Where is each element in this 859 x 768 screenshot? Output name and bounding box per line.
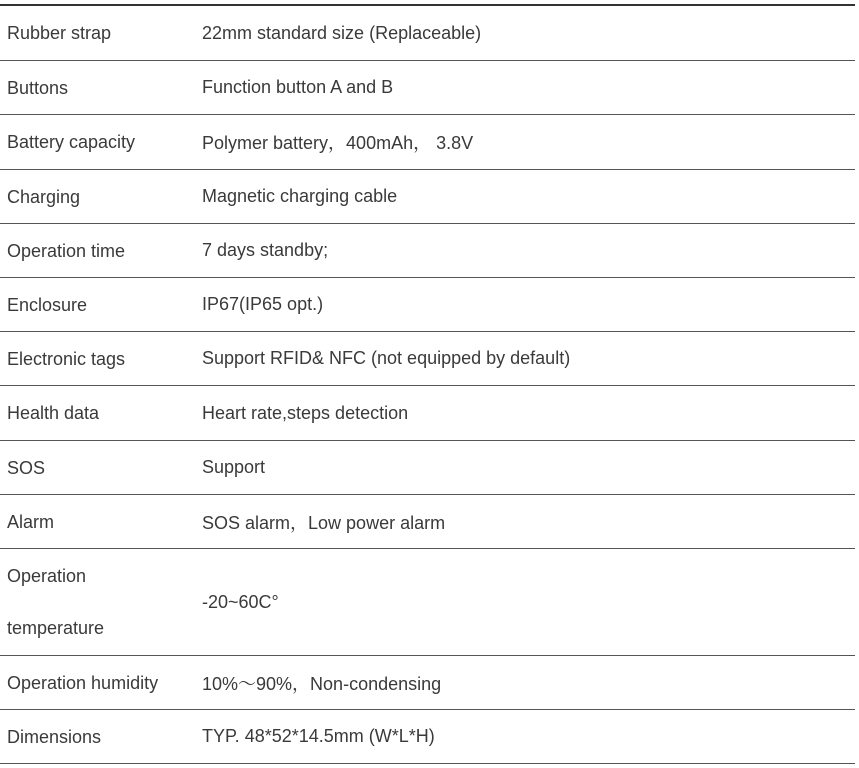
spec-table: [0, 4, 855, 764]
spec-label: Charging: [7, 186, 81, 207]
spec-row-operation-temperature: [0, 549, 855, 656]
spec-value: IP67(IP65 opt.): [202, 294, 324, 314]
spec-value: Support RFID& NFC (not equipped by default): [202, 348, 571, 368]
spec-value: Support: [202, 457, 266, 477]
spec-row-rubber-strap: [0, 6, 855, 61]
spec-row-sos: [0, 441, 855, 495]
spec-row-alarm: [0, 495, 855, 549]
spec-value: Polymer battery，400mAh， 3.8V: [202, 133, 474, 153]
spec-row-buttons: [0, 61, 855, 115]
spec-value: Magnetic charging cable: [202, 186, 398, 206]
spec-label: Buttons: [7, 77, 69, 98]
spec-row-electronic-tags: [0, 332, 855, 386]
spec-label: Battery capacity: [7, 132, 136, 152]
spec-label: Dimensions: [7, 726, 102, 747]
spec-value: 10%～90%，Non-condensing: [202, 673, 442, 694]
spec-label: SOS: [7, 457, 46, 478]
spec-label: Operation time: [7, 240, 126, 261]
spec-value: Heart rate,steps detection: [202, 402, 409, 423]
spec-row-enclosure: [0, 278, 855, 332]
spec-row-operation-time: [0, 224, 855, 278]
spec-value: -20~60C°: [202, 591, 279, 612]
spec-row-dimensions: [0, 710, 855, 764]
spec-label: [0, 550, 194, 654]
spec-value: 22mm standard size (Replaceable): [202, 22, 482, 43]
spec-label: Alarm: [7, 511, 55, 532]
spec-label: Enclosure: [7, 294, 88, 315]
spec-value: SOS alarm，Low power alarm: [202, 512, 446, 533]
spec-row-health-data: [0, 386, 855, 441]
spec-label-line: temperature: [7, 618, 105, 638]
spec-label-line: Operation: [7, 566, 87, 586]
spec-value: TYP. 48*52*14.5mm (W*L*H): [202, 726, 435, 746]
spec-label: Electronic tags: [7, 348, 126, 369]
spec-row-operation-humidity: [0, 656, 855, 710]
spec-row-charging: [0, 170, 855, 224]
spec-label: Rubber strap: [7, 23, 112, 43]
spec-value: 7 days standby;: [202, 240, 329, 260]
spec-row-battery-capacity: [0, 115, 855, 170]
spec-label: Operation humidity: [7, 672, 159, 693]
spec-label: Health data: [7, 403, 100, 423]
spec-value: Function button A and B: [202, 77, 394, 97]
